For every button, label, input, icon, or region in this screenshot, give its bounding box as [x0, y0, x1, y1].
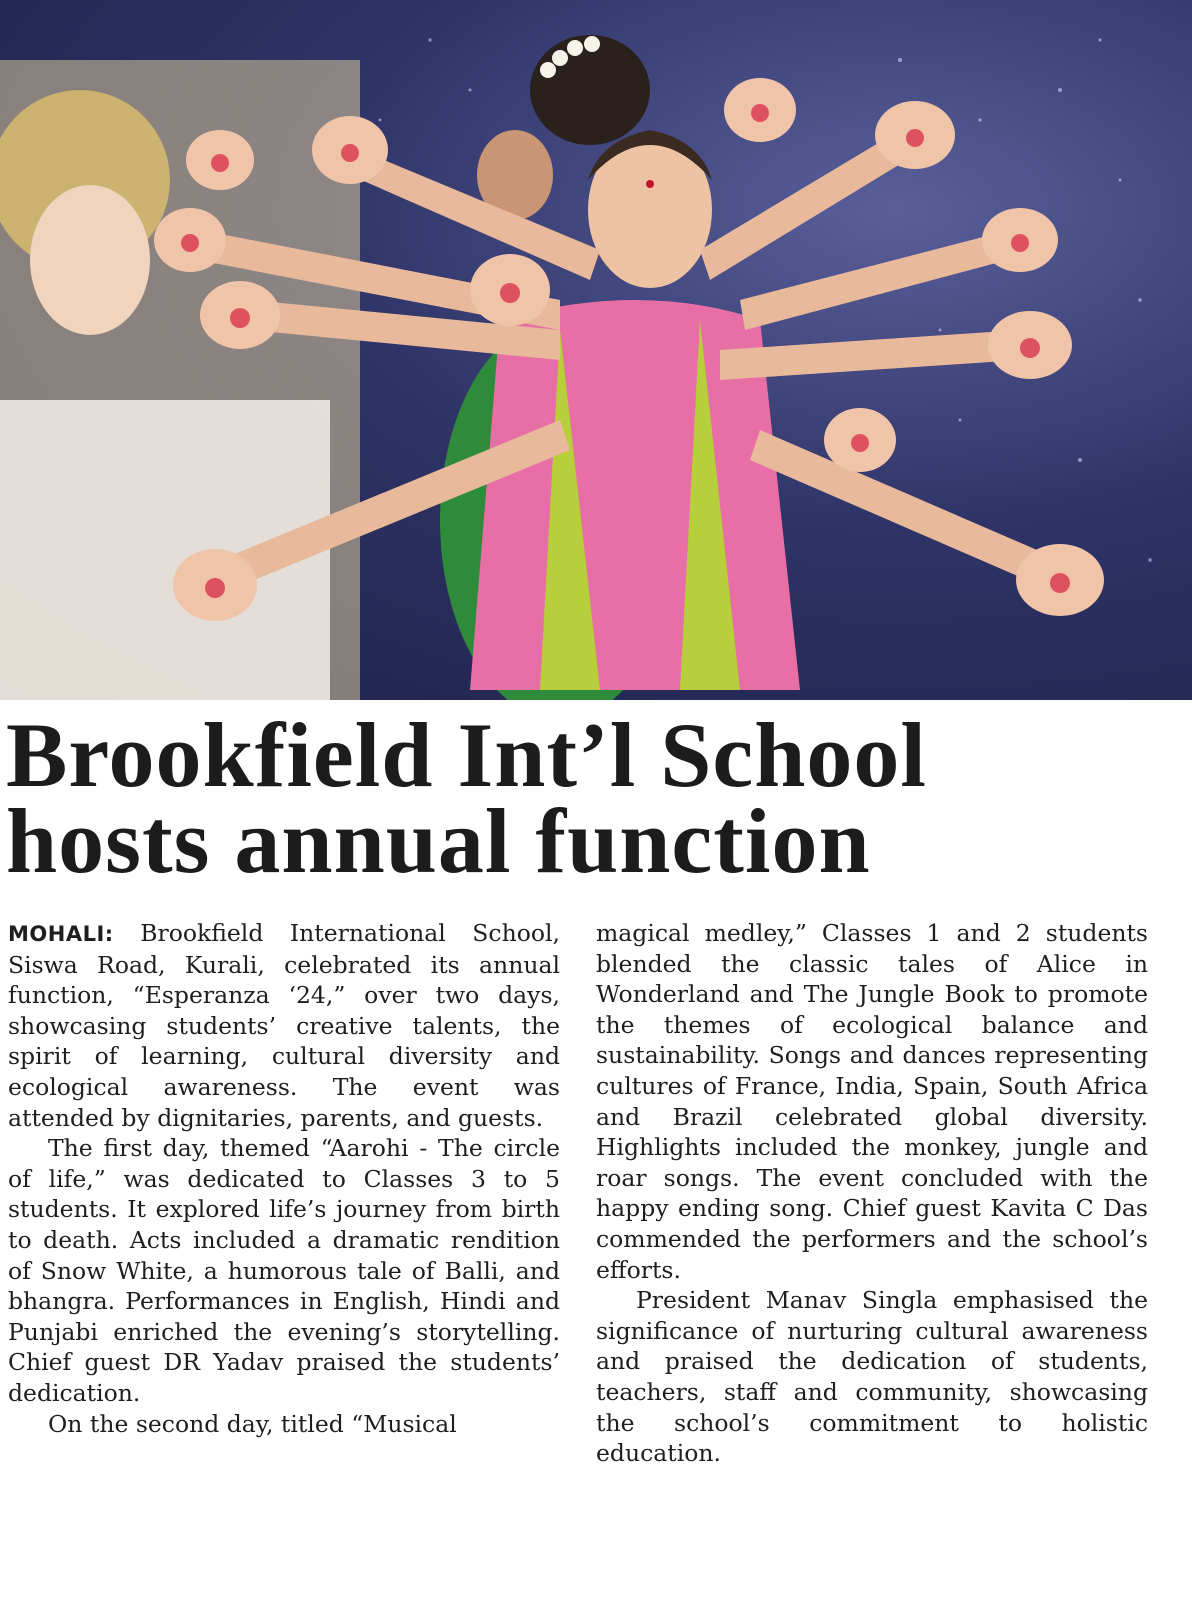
article-column-right	[596, 918, 1148, 1469]
headline-line-1: Brookfield Int’l School	[6, 704, 927, 806]
dateline: MOHALI:	[8, 922, 114, 946]
paragraph-text: Brookfield International School, Siswa Road, Kurali, celebrated its annual function, “Esperanza ‘24,” over two days, showcasing students’ creative talents, the spirit of learning, cultural diversity and ecological awareness. The event was attended by dignitaries, parents, and guests.	[8, 919, 560, 1132]
article-paragraph-1	[8, 918, 560, 1133]
headline	[6, 704, 1186, 892]
dance-performance-photo	[0, 0, 1192, 700]
article-paragraph-4: President Manav Singla emphasised the significance of nurturing cultural awareness and praised the dedication of students, teachers, staff and community, showcasing the school’s commitment to holistic education.	[596, 1286, 1148, 1468]
headline-line-2: hosts annual function	[6, 790, 871, 892]
photo-illustration	[0, 0, 1192, 700]
article-paragraph-3-continued: magical medley,” Classes 1 and 2 students blended the classic tales of Alice in Wonderland and The Jungle Book to promote the themes of ecological balance and sustainability. Songs and dances representing cultures of France, India, Spain, South Africa and Brazil celebrated global diversity. Highlights included the monkey, jungle and roar songs. The event concluded with the happy ending song. Chief guest Kavita C Das commended the performers and the school’s efforts.	[596, 919, 1148, 1284]
article-paragraph-2: The first day, themed “Aarohi - The circle of life,” was dedicated to Classes 3 to 5 students. It explored life’s journey from birth to death. Acts included a dramatic rendition of Snow White, a humorous tale of Balli, and bhangra. Performances in English, Hindi and Punjabi enriched the evening’s storytelling. Chief guest DR Yadav praised the students’ dedication.	[8, 1134, 560, 1407]
deity-face	[30, 185, 150, 335]
article-paragraph-3: On the second day, titled “Musical	[48, 1409, 457, 1438]
article-column-left	[8, 918, 560, 1439]
bindi	[646, 180, 654, 188]
